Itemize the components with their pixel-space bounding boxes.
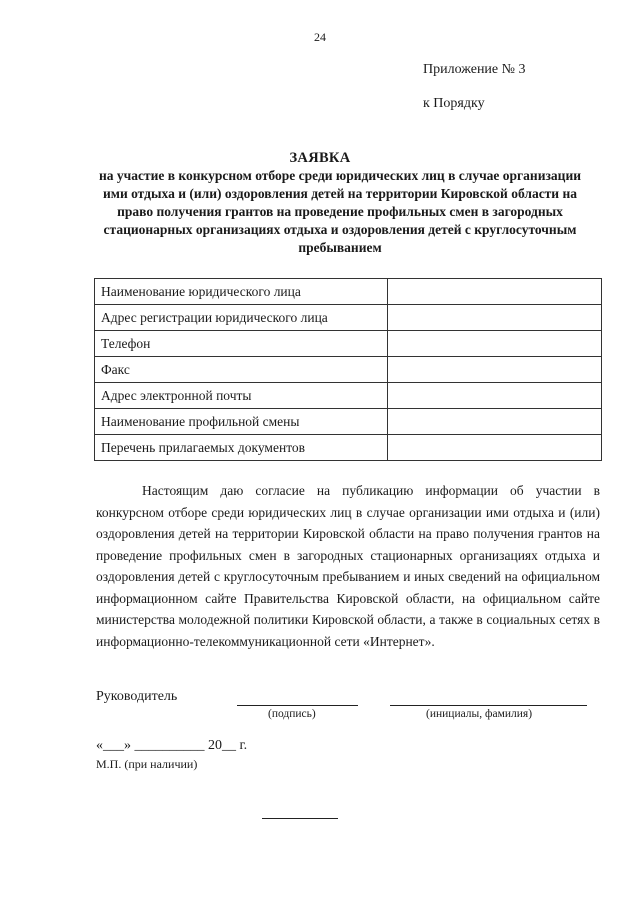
row-label-shift-name: Наименование профильной смены [95,409,388,435]
page-number: 24 [314,30,326,44]
row-label-phone: Телефон [95,331,388,357]
table-row [95,279,602,305]
row-value-shift-name[interactable] [388,409,602,435]
table-row [95,435,602,461]
name-caption: (инициалы, фамилия) [426,708,533,720]
row-value-fax[interactable] [388,357,602,383]
row-value-documents-list[interactable] [388,435,602,461]
consent-paragraph: Настоящим даю согласие на публикацию информации об участии в конкурсном отборе среди юридических лиц в случае организации ими отдыха и (или) оздоровления детей на территории Кировской области на право получения грантов на проведение профильных смен в загородных стационарных организациях отдыха и оздоровления детей с круглосуточным пребыванием и иных сведений на официальном информационном сайте Правительства Кировской области, на официальном сайте министерства молодежной политики Кировской области, а также в социальных сетях в информационно-телекоммуникационной сети «Интернет». [96,483,600,649]
table-row [95,305,602,331]
table-row [95,331,602,357]
row-label-organization-name: Наименование юридического лица [95,279,388,305]
table-row [95,357,602,383]
table-row [95,409,602,435]
row-label-fax: Факс [95,357,388,383]
signature-caption: (подпись) [268,708,316,720]
row-label-email: Адрес электронной почты [95,383,388,409]
closing-divider [262,818,338,819]
signatory-label: Руководитель [96,689,178,704]
row-label-registration-address: Адрес регистрации юридического лица [95,305,388,331]
row-value-phone[interactable] [388,331,602,357]
stamp-note: М.П. (при наличии) [96,757,198,771]
table-row [95,383,602,409]
application-info-table [94,278,602,461]
row-value-email[interactable] [388,383,602,409]
appendix-reference: к Порядку [423,96,485,111]
signature-field-line[interactable] [237,705,358,706]
row-value-registration-address[interactable] [388,305,602,331]
date-field[interactable]: «___» __________ 20__ г. [96,738,248,753]
appendix-number: Приложение № 3 [423,62,526,77]
row-value-organization-name[interactable] [388,279,602,305]
row-label-documents-list: Перечень прилагаемых документов [95,435,388,461]
document-subtitle: на участие в конкурсном отборе среди юридических лиц в случае организации ими отдыха и (или) оздоровления детей на территории Кировской области на право получения грантов на проведение профильных смен в загородных стационарных организациях отдыха и оздоровления детей с круглосуточным пребыванием [98,168,582,255]
document-title: ЗАЯВКА [289,150,351,166]
name-field-line[interactable] [390,705,587,706]
